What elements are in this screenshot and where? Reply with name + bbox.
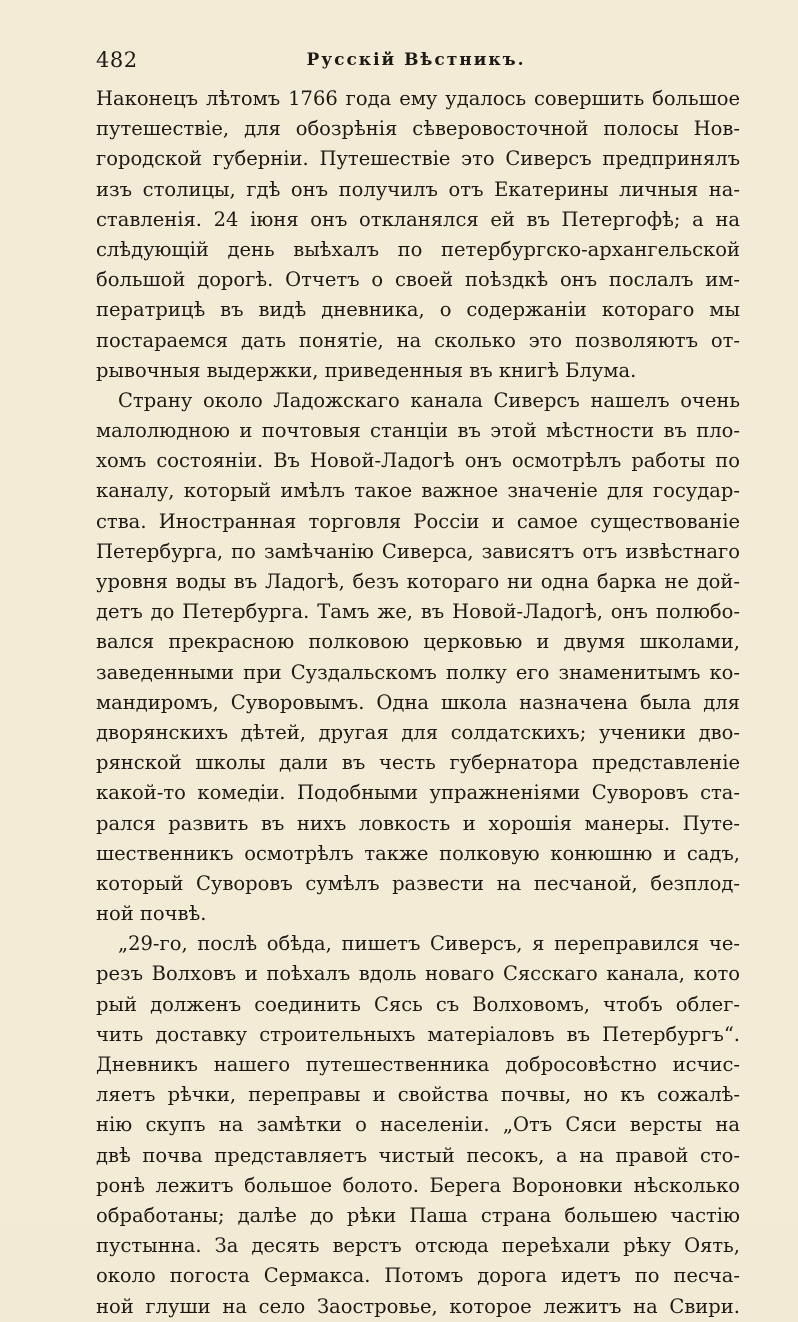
text-line: каналу, который имѣлъ такое важное значеніе для государ- <box>96 479 740 503</box>
text-line: Дневникъ нашего путешественника добросовѣстно исчис- <box>96 1053 740 1076</box>
text-line: ляетъ рѣчки, переправы и свойства почвы, но къ сожалѣ- <box>96 1083 740 1107</box>
text-line: рянской школы дали въ честь губернатора представленіе <box>96 751 740 775</box>
text-line: ператрицѣ въ видѣ дневника, о содержаніи котораго мы <box>96 298 740 322</box>
text-line: шественникъ осмотрѣлъ также полковую конюшню и садъ, <box>96 841 740 865</box>
text-line: обработаны; далѣе до рѣки Паша страна большею частію <box>96 1203 740 1227</box>
text-line: нію скупъ на замѣтки о населеніи. „Отъ Сяси версты на <box>96 1113 740 1137</box>
text-line: путешествіе, для обозрѣнія сѣверовосточной полосы Нов- <box>96 117 740 141</box>
text-line: дворянскихъ дѣтей, другая для солдатскихъ; ученики дво- <box>96 720 740 744</box>
text-line: какой-то комедіи. Подобными упражненіями Суворовъ ста- <box>96 781 740 805</box>
text-line: уровня воды въ Ладогѣ, безъ котораго ни одна барка не дой- <box>96 570 740 593</box>
text-line: ронѣ лежитъ большое болото. Берега Вороновки нѣсколько <box>96 1173 740 1197</box>
running-title: Русскій Вѣстникъ. <box>306 50 526 70</box>
text-line: большой дорогѣ. Отчетъ о своей поѣздкѣ онъ послалъ им- <box>96 268 740 292</box>
body-text <box>96 84 740 1322</box>
text-line: который Суворовъ сумѣлъ развести на песчаной, безплод- <box>96 871 740 895</box>
text-line: около погоста Сермакса. Потомъ дорога идетъ по песча- <box>96 1264 740 1288</box>
text-line: ной почвѣ. <box>96 902 207 926</box>
text-line: Петербурга, по замѣчанію Сиверса, зависятъ отъ извѣстнаго <box>96 539 740 563</box>
text-line: пустынна. За десять верстъ отсюда переѣхали рѣку Оять, <box>96 1234 740 1258</box>
text-line: рался развить въ нихъ ловкость и хорошія манеры. Путе- <box>96 811 740 835</box>
text-line: слѣдующій день выѣхалъ по петербургско-архангельской <box>96 237 740 261</box>
text-line: заведенными при Суздальскомъ полку его знаменитымъ ко- <box>96 660 740 684</box>
text-line: „29-го, послѣ обѣда, пишетъ Сиверсъ, я переправился че- <box>118 932 740 956</box>
text-line: детъ до Петербурга. Тамъ же, въ Новой-Ладогѣ, онъ полюбо- <box>96 600 740 624</box>
text-line: изъ столицы, гдѣ онъ получилъ отъ Екатерины личныя на- <box>96 177 740 201</box>
text-line: рый долженъ соединить Сясь съ Волховомъ, чтобъ облег- <box>96 992 740 1016</box>
text-line: чить доставку строительныхъ матеріаловъ въ Петербургъ“. <box>96 1022 740 1046</box>
text-line: городской губерніи. Путешествіе это Сиверсъ предпринялъ <box>96 147 740 171</box>
text-line: Наконецъ лѣтомъ 1766 года ему удалось совершить большое <box>96 87 740 110</box>
text-line: ставленія. 24 іюня онъ откланялся ей въ Петергофѣ; а на <box>96 207 740 231</box>
text-line: постараемся дать понятіе, на сколько это позволяютъ от- <box>96 328 740 352</box>
page-header <box>96 48 736 78</box>
text-line: ной глуши на село Заострoвье, которое лежитъ на Свири. <box>96 1294 740 1318</box>
text-line: вался прекрасною полковою церковью и двумя школами, <box>96 630 740 654</box>
text-line: Страну около Ладожскаго канала Сиверсъ нашелъ очень <box>118 388 740 412</box>
page-number: 482 <box>96 48 138 72</box>
text-line: малолюдною и почтовыя станціи въ этой мѣстности въ пло- <box>96 419 740 443</box>
text-line: мандиромъ, Суворовымъ. Одна школа назначена была для <box>96 690 740 714</box>
text-line: ства. Иностранная торговля Россіи и самое существованіе <box>96 509 740 533</box>
text-line: рывочныя выдержки, приведенныя въ книгѣ Блума. <box>96 358 637 382</box>
text-line: хомъ состояніи. Въ Новой-Ладогѣ онъ осмотрѣлъ работы по <box>96 449 740 473</box>
text-line: двѣ почва представляетъ чистый песокъ, а на правой сто- <box>96 1143 740 1167</box>
text-line: резъ Волховъ и поѣхалъ вдоль новаго Сясскаго канала, кото <box>96 962 740 986</box>
